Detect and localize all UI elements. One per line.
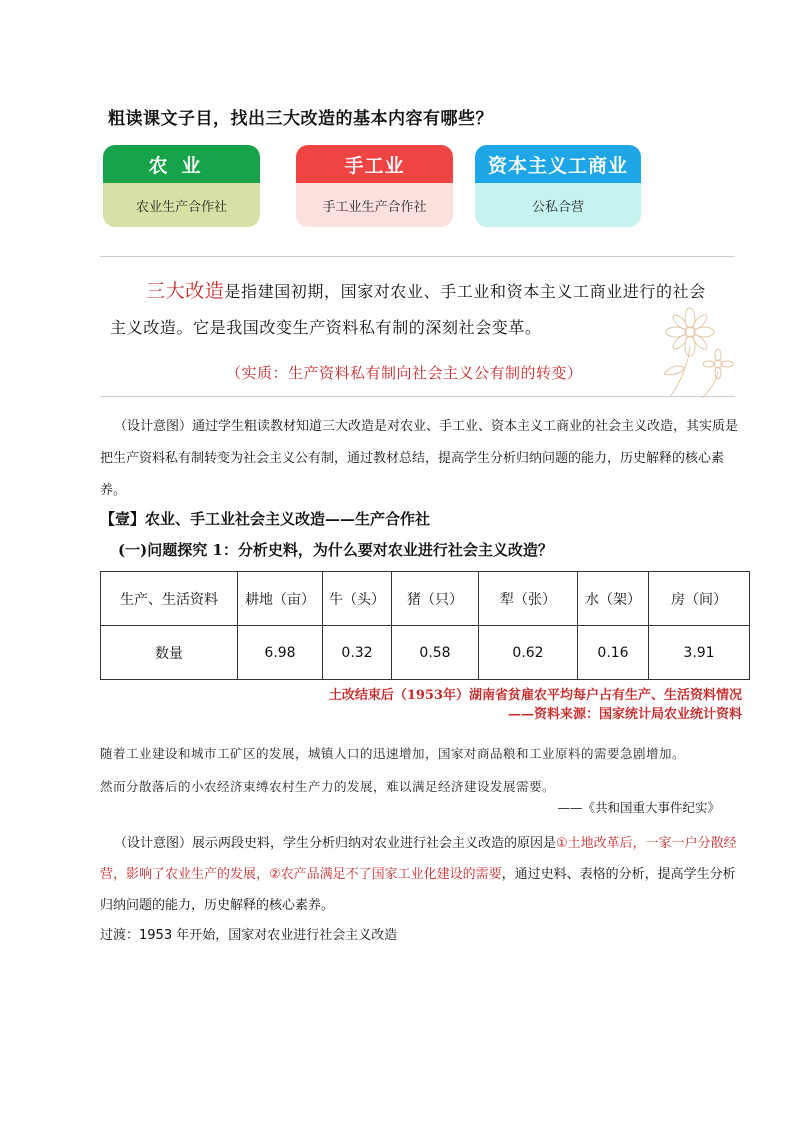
card-handicraft-title: 手工业	[296, 145, 453, 183]
definition-paragraph	[110, 273, 720, 346]
design-intent-2-text-b: ，通过史料、表格的分析，提高学生分析归纳问题的能力，历史解释的核心素养。	[100, 867, 736, 913]
table-caption-title: 土改结束后（1953年）湖南省贫雇农平均每户占有生产、生活资料情况	[328, 688, 742, 703]
table-caption	[329, 686, 742, 724]
card-capitalist-commerce-content: 公私合营	[475, 183, 641, 227]
divider-top	[100, 256, 735, 257]
card-capitalist-commerce-title: 资本主义工商业	[475, 145, 641, 183]
table-cell: 0.16	[578, 626, 649, 680]
historical-quote	[100, 737, 740, 803]
table-cell: 0.58	[392, 626, 479, 680]
design-intent-1-label: （设计意图）	[114, 419, 193, 434]
table-cell: 3.91	[649, 626, 750, 680]
table-header-cell: 水（架）	[578, 572, 649, 626]
transition-note: 过渡：1953 年开始，国家对农业进行社会主义改造	[100, 928, 398, 943]
card-agriculture-content: 农业生产合作社	[103, 183, 260, 227]
table-header-row	[101, 572, 750, 626]
table-header-cell: 猪（只）	[392, 572, 479, 626]
card-handicraft-content: 手工业生产合作社	[296, 183, 453, 227]
design-intent-2-label: （设计意图）	[114, 836, 193, 851]
definition-text: 是指建国初期，国家对农业、手工业和资本主义工商业进行的社会主义改造。它是我国改变生产资料私有制的深刻社会变革。	[110, 282, 706, 337]
section-title: 【壹】农业、手工业社会主义改造——生产合作社	[100, 510, 431, 528]
table-cell: 0.32	[323, 626, 392, 680]
question-heading: 粗读课文子目，找出三大改造的基本内容有哪些？	[108, 109, 493, 129]
table-cell: 0.62	[479, 626, 578, 680]
quote-line-2: 然而分散落后的小农经济束缚农村生产力的发展，难以满足经济建设发展需要。	[100, 779, 556, 794]
card-handicraft	[296, 145, 453, 227]
quote-line-1: 随着工业建设和城市工矿区的发展，城镇人口的迅速增加，国家对商品粮和工业原料的需要急剧增加。	[100, 746, 686, 761]
table-row	[101, 626, 750, 680]
design-intent-1-text: 通过学生粗读教材知道三大改造是对农业、手工业、资本主义工商业的社会主义改造，其实质是把生产资料私有制转变为社会主义公有制，通过教材总结，提高学生分析归纳问题的能力，历史解释的核心素养。	[100, 419, 739, 498]
inquiry-question-1: (一)问题探究 1：分析史料，为什么要对农业进行社会主义改造？	[118, 541, 553, 559]
table-row-label: 数量	[101, 626, 238, 680]
table-header-cell: 房（间）	[649, 572, 750, 626]
card-agriculture	[103, 145, 260, 227]
card-capitalist-commerce	[475, 145, 641, 227]
table-header-cell: 犁（张）	[479, 572, 578, 626]
essence-note: （实质：生产资料私有制向社会主义公有制的转变）	[226, 364, 583, 382]
quote-source: ——《共和国重大事件纪实》	[557, 800, 720, 815]
table-caption-source: ——资料来源：国家统计局农业统计资料	[507, 707, 742, 722]
flower-decoration-icon	[640, 302, 740, 402]
design-intent-1	[100, 411, 740, 507]
design-intent-2	[100, 828, 740, 921]
table-header-cell: 耕地（亩）	[238, 572, 323, 626]
card-agriculture-title: 农业	[103, 145, 260, 183]
design-intent-2-reasons: ①土地改革后，一家一户分散经营，影响了农业生产的发展，②农产品满足不了国家工业化建设的需要	[100, 836, 737, 882]
table-cell: 6.98	[238, 626, 323, 680]
table-header-cell: 生产、生活资料	[101, 572, 238, 626]
resource-table	[100, 571, 750, 680]
definition-lead: 三大改造	[146, 280, 225, 302]
design-intent-2-text-a: 展示两段史料，学生分析归纳对农业进行社会主义改造的原因是	[192, 836, 557, 851]
table-header-cell: 牛（头）	[323, 572, 392, 626]
divider-bottom	[100, 396, 735, 397]
